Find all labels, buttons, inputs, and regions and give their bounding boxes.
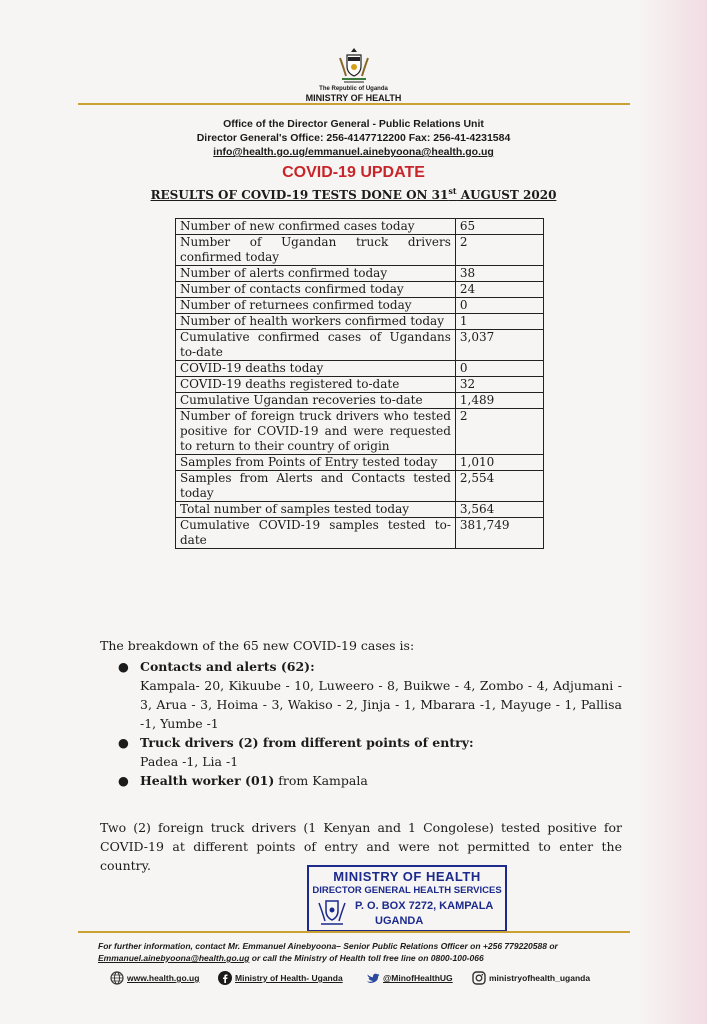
results-heading-prefix: RESULTS OF COVID-19 TESTS DONE ON 31 [150,188,449,202]
facebook-icon [218,971,232,985]
facebook-link-group[interactable] [218,971,343,985]
stamp-line: UGANDA [375,915,424,927]
category-detail: from Kampala [274,773,368,788]
breakdown-section [100,636,622,790]
stat-value: 0 [455,298,543,314]
instagram-handle[interactable]: ministryofhealth_uganda [489,973,591,983]
official-stamp [307,865,507,932]
list-item [100,657,622,733]
stat-label: Number of contacts confirmed today [176,282,456,298]
stat-label: COVID-19 deaths registered to-date [176,377,456,393]
stat-value: 381,749 [455,518,543,549]
stamp-line: P. O. BOX 7272, KAMPALA [355,900,494,912]
coat-of-arms-icon [334,46,374,84]
stat-value: 65 [455,219,543,235]
stat-label: Number of new confirmed cases today [176,219,456,235]
office-block [0,117,707,159]
bullet-icon: ● [118,659,129,674]
stat-value: 32 [455,377,543,393]
table-row [176,471,544,502]
facebook-link[interactable]: Ministry of Health- Uganda [235,973,343,983]
stat-value: 2 [455,409,543,455]
page-title: COVID-19 UPDATE [282,164,425,181]
stat-value: 1 [455,314,543,330]
results-heading [0,186,707,202]
twitter-link-group[interactable] [366,971,453,985]
table-row [176,361,544,377]
stat-value: 38 [455,266,543,282]
stat-label: Cumulative COVID-19 samples tested to-date [176,518,456,549]
stat-value: 2,554 [455,471,543,502]
stat-value: 24 [455,282,543,298]
table-row [176,518,544,549]
contact-text: or call the Ministry of Health toll free line on 0800-100-066 [249,953,484,963]
table-row [176,298,544,314]
contact-text: For further information, contact Mr. Emmanuel Ainebyoona– Senior Public Relations Officer on +256 779220588 or [98,941,558,951]
bullet-icon: ● [118,735,129,750]
website-link[interactable]: www.health.go.ug [127,973,200,983]
results-heading-sup: st [448,186,457,196]
republic-label: The Republic of Uganda [319,86,388,92]
table-row [176,455,544,471]
table-row [176,377,544,393]
breakdown-list [100,657,622,790]
stat-value: 1,010 [455,455,543,471]
globe-icon [110,971,124,985]
category-title: Health worker (01) [140,773,275,788]
table-row [176,282,544,298]
breakdown-intro: The breakdown of the 65 new COVID-19 cases is: [100,638,415,653]
foreign-drivers-note: Two (2) foreign truck drivers (1 Kenyan and 1 Congolese) tested positive for COVID-19 at different points of entry and were not permitted to enter the country. [100,820,622,873]
list-item [100,733,622,771]
stat-label: Number of alerts confirmed today [176,266,456,282]
stat-label: Number of foreign truck drivers who tested positive for COVID-19 and were requested to return to their country of origin [176,409,456,455]
stat-label: Cumulative confirmed cases of Ugandans to-date [176,330,456,361]
stamp-line: MINISTRY OF HEALTH [333,869,481,884]
stat-value: 3,564 [455,502,543,518]
results-table [175,218,544,549]
social-links [110,969,630,987]
instagram-icon [472,971,486,985]
instagram-link-group[interactable] [472,971,590,985]
table-row [176,219,544,235]
stat-value: 2 [455,235,543,266]
table-row [176,266,544,282]
category-title: Truck drivers (2) from different points of entry: [140,735,474,750]
letterhead [0,46,707,103]
twitter-icon [366,971,380,985]
stat-label: COVID-19 deaths today [176,361,456,377]
stat-label: Samples from Points of Entry tested today [176,455,456,471]
table-row [176,502,544,518]
footer-rule [78,931,630,933]
office-contacts: Director General's Office: 256-4147712200 Fax: 256-41-4231584 [196,132,511,144]
twitter-link[interactable]: @MinofHealthUG [383,973,453,983]
table-row [176,393,544,409]
bullet-icon: ● [118,773,129,788]
coat-of-arms-icon [315,897,349,927]
category-title: Contacts and alerts (62): [140,659,315,674]
contact-info [98,940,628,964]
stat-label: Number of health workers confirmed today [176,314,456,330]
table-row [176,409,544,455]
table-row [176,330,544,361]
stat-value: 0 [455,361,543,377]
list-item [100,771,622,790]
stat-label: Total number of samples tested today [176,502,456,518]
stat-label: Samples from Alerts and Contacts tested today [176,471,456,502]
results-heading-suffix: AUGUST 2020 [456,188,557,202]
category-detail: Padea -1, Lia -1 [140,754,239,769]
header-rule [78,103,630,105]
contact-email-link[interactable]: Emmanuel.ainebyoona@health.go.ug [98,953,250,963]
ministry-name: MINISTRY OF HEALTH [305,93,402,103]
stat-label: Number of Ugandan truck drivers confirmed today [176,235,456,266]
stat-label: Number of returnees confirmed today [176,298,456,314]
category-detail: Kampala- 20, Kikuube - 10, Luweero - 8, Buikwe - 4, Zombo - 4, Adjumani - 3, Arua - 3, Hoima - 3, Wakiso - 2, Jinja - 1, Mbarara -1, Mayuge - 1, Pallisa -1, Yumbe -1 [140,678,622,731]
web-link-group[interactable] [110,971,199,985]
table-row [176,314,544,330]
table-row [176,235,544,266]
stat-value: 3,037 [455,330,543,361]
stamp-line: DIRECTOR GENERAL HEALTH SERVICES [312,885,502,896]
stat-label: Cumulative Ugandan recoveries to-date [176,393,456,409]
office-email-link[interactable]: info@health.go.ug/emmanuel.ainebyoona@health.go.ug [213,146,494,158]
office-line: Office of the Director General - Public Relations Unit [223,118,484,130]
stat-value: 1,489 [455,393,543,409]
